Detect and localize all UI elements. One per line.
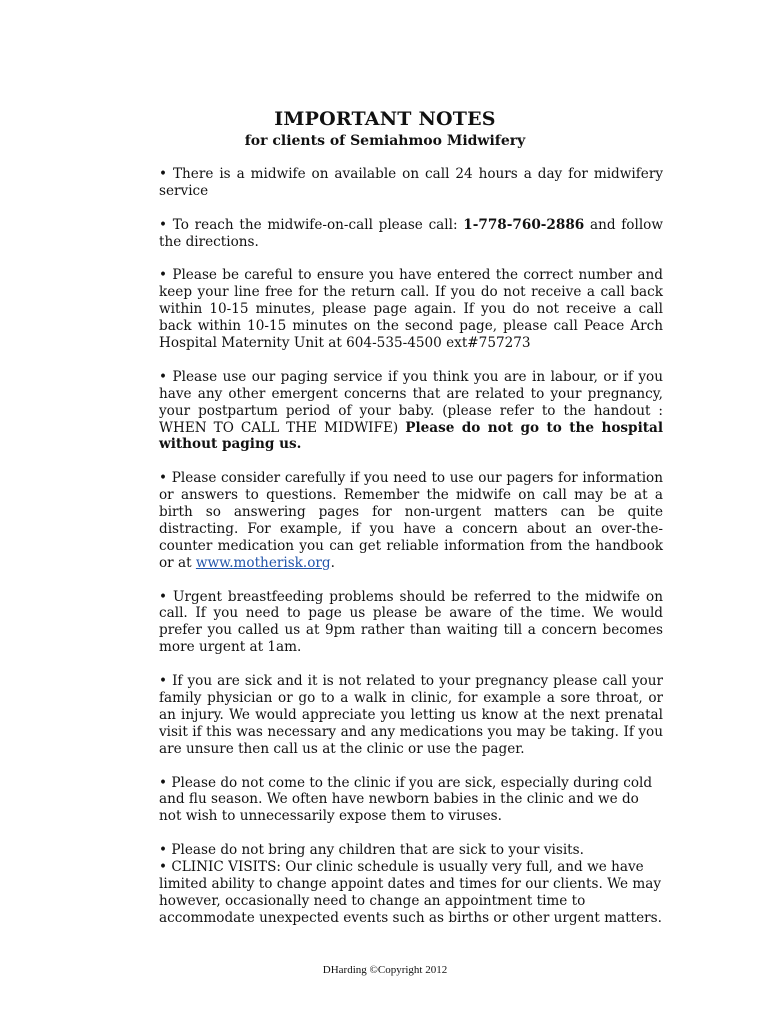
note-call-number	[159, 217, 663, 251]
note-text: Please do not come to the clinic if you are sick, especially during cold and flu season. We often have newborn babies in the clinic and we do not wish to unnecessarily expose them to viruses.	[159, 774, 653, 825]
note-text: .	[330, 554, 335, 571]
note-text: Please do not bring any children that are sick to your visits.	[171, 842, 584, 859]
bullet-icon: •	[159, 166, 168, 182]
bullet-icon: •	[159, 842, 168, 859]
note-text: To reach the midwife-on-call please call:	[172, 216, 464, 233]
bullet-icon: •	[159, 588, 168, 605]
note-text: Please consider carefully if you need to use our pagers for information or answers to questions. Remember the midwife on call may be at a birth so answering pages for non-urgent matters can be quite distracting. For example, if you have a concern about an over-the-counter medication you can get reliable information from the handbook or at	[159, 470, 663, 571]
note-clinic-visits	[159, 859, 663, 927]
note-text: Please use our paging service if you think you are in labour, or if you have any other emergent concerns that are related to your pregnancy, your postpartum period of your baby. (please refer to the handout : WHEN TO CALL THE MIDWIFE)	[159, 368, 663, 436]
notes-body	[159, 166, 663, 944]
bullet-icon: •	[159, 859, 168, 876]
note-text: CLINIC VISITS: Our clinic schedule is usually very full, and we have limited ability to change appoint dates and times for our clients. We may however, occasionally need to change an appointment time to accommodate unexpected events such as births or other urgent matters.	[159, 859, 662, 926]
note-sick-clinic	[159, 775, 663, 826]
bullet-icon: •	[159, 470, 168, 487]
note-paging-service	[159, 369, 663, 454]
note-breastfeeding	[159, 589, 663, 657]
note-page-again	[159, 267, 663, 352]
phone-number: 1-778-760-2886	[463, 216, 585, 233]
note-text: There is a midwife on available on call 24 hours a day for midwifery service	[159, 166, 663, 199]
page-title: IMPORTANT NOTES	[274, 108, 496, 130]
page-subtitle: for clients of Semiahmoo Midwifery	[244, 133, 526, 149]
bullet-icon: •	[159, 774, 168, 791]
note-text: Please be careful to ensure you have entered the correct number and keep your line free for the return call. If you do not receive a call back within 10-15 minutes, please page again. If you do not receive a call back within 10-15 minutes on the second page, please call Peace Arch Hospital Maternity Unit at 604-535-4500 ext#757273	[159, 267, 663, 352]
note-text: If you are sick and it is not related to your pregnancy please call your family physician or go to a walk in clinic, for example a sore throat, or an injury. We would appreciate you letting us know at the next prenatal visit if this was necessary and any medications you may be taking. If you are unsure then call us at the clinic or use the pager.	[159, 673, 663, 757]
bullet-icon: •	[159, 673, 168, 690]
hospital-warning: Please do not go to the hospital without paging us.	[159, 419, 663, 453]
note-pager-use	[159, 470, 663, 571]
note-text: Urgent breastfeeding problems should be referred to the midwife on call. If you need to page us please be aware of the time. We would prefer you called us at 9pm rather than waiting till a concern becomes more urgent at 1am.	[159, 588, 663, 656]
motherisk-link[interactable]: www.motherisk.org	[195, 554, 331, 571]
note-text: and follow the directions.	[159, 216, 663, 250]
bullet-icon: •	[159, 216, 168, 233]
bullet-icon: •	[159, 267, 168, 284]
note-sick-not-pregnancy	[159, 673, 663, 758]
bullet-icon: •	[159, 368, 168, 385]
footer-copyright: DHarding ©Copyright 2012	[322, 964, 448, 976]
note-on-call-availability	[159, 166, 663, 200]
note-sick-children	[159, 842, 663, 859]
